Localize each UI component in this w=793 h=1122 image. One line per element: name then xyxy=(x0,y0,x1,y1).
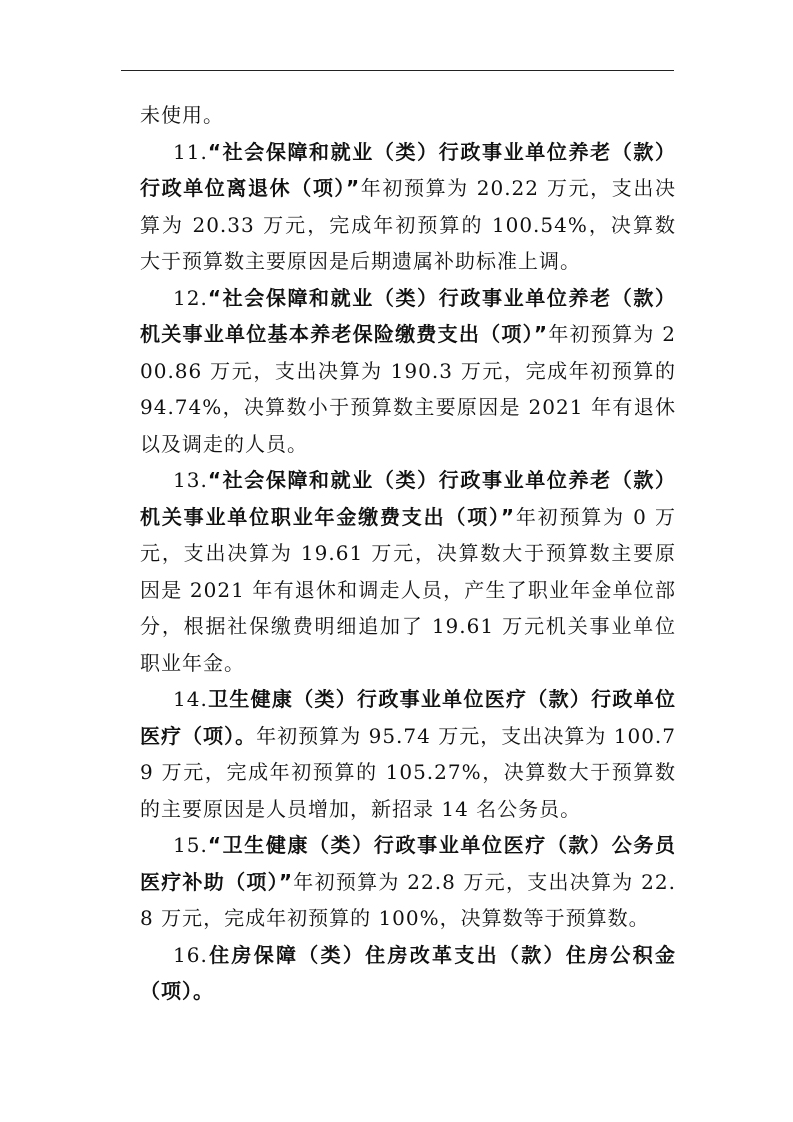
item-body: 年初预算为 200.86 万元，支出决算为 190.3 万元，完成年初预算的 94.74%，决算数小于预算数主要原因是 2021 年有退休以及调走的人员。 xyxy=(140,322,676,456)
intro-paragraph: 未使用。 xyxy=(140,103,224,127)
item-number: 11. xyxy=(173,139,208,164)
item-13-paragraph xyxy=(140,462,676,681)
item-14-paragraph xyxy=(140,681,676,827)
header-rule xyxy=(121,70,674,71)
item-heading: “社会保障和就业（类）行政事业单位养老（款）行政单位离退休（项）” xyxy=(140,139,676,200)
item-heading: 住房保障（类）住房改革支出（款）住房公积金（项）。 xyxy=(140,942,676,1003)
item-body: 年初预算为 95.74 万元，支出决算为 100.79 万元，完成年初预算的 105.27%，决算数大于预算数的主要原因是人员增加，新招录 14 名公务员。 xyxy=(140,723,677,821)
item-body: 年初预算为 20.22 万元，支出决算为 20.33 万元，完成年初预算的 100.54%，决算数大于预算数主要原因是后期遗属补助标准上调。 xyxy=(140,176,676,273)
item-body: 年初预算为 22.8 万元，支出决算为 22.8 万元，完成年初预算的 100%，决算数等于预算数。 xyxy=(140,869,676,930)
item-number: 13. xyxy=(173,468,208,492)
item-number: 14. xyxy=(173,687,208,711)
item-number: 12. xyxy=(173,285,208,310)
item-heading: “社会保障和就业（类）行政事业单位养老（款）机关事业单位职业年金缴费支出（项）” xyxy=(140,468,676,529)
item-heading: “社会保障和就业（类）行政事业单位养老（款）机关事业单位基本养老保险缴费支出（项）” xyxy=(140,285,676,346)
item-16-paragraph xyxy=(140,937,676,1010)
item-heading: 卫生健康（类）行政事业单位医疗（款）行政单位医疗（项）。 xyxy=(140,687,676,748)
item-body: 年初预算为 0 万元，支出决算为 19.61 万元，决算数大于预算数主要原因是 2021 年有退休和调走人员，产生了职业年金单位部分，根据社保缴费明细追加了 19.61 万元机关事业单位职业年金。 xyxy=(140,504,676,675)
item-15-paragraph xyxy=(140,827,676,937)
item-heading: “卫生健康（类）行政事业单位医疗（款）公务员医疗补助（项）” xyxy=(140,833,676,894)
item-11-paragraph xyxy=(140,134,676,280)
item-number: 16. xyxy=(173,942,208,967)
document-body xyxy=(140,97,676,1010)
item-12-paragraph xyxy=(140,280,676,463)
item-number: 15. xyxy=(173,833,208,857)
